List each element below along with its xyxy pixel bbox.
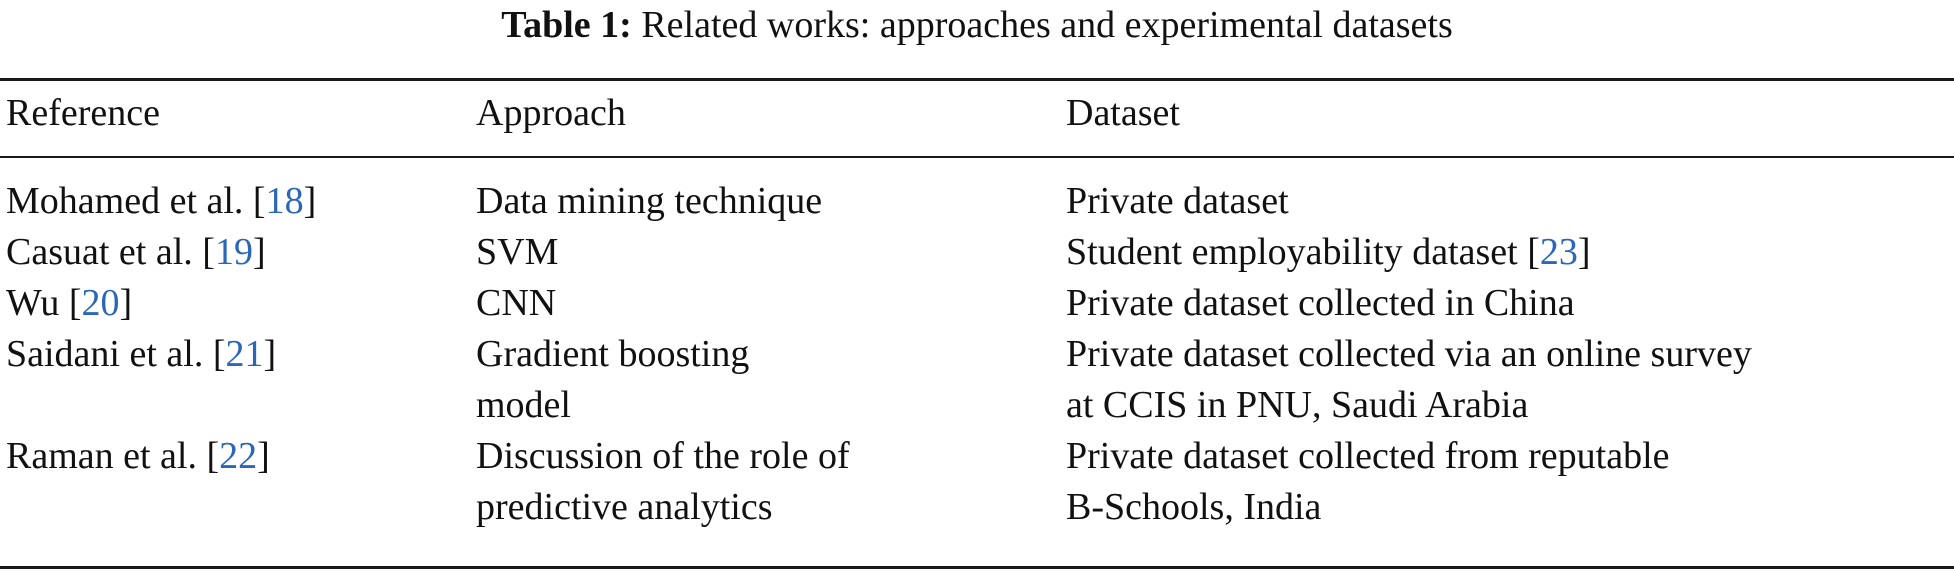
- reference-bracket: ]: [257, 435, 270, 477]
- dataset-bracket: ]: [1577, 231, 1591, 273]
- reference-cell: [6, 178, 316, 224]
- approach-cell: SVM: [476, 231, 559, 273]
- reference-author: Wu [: [6, 282, 82, 324]
- bottom-rule: [0, 566, 1954, 569]
- header-dataset: Dataset: [1066, 92, 1180, 134]
- caption-text: Related works: approaches and experimental datasets: [641, 4, 1453, 46]
- dataset-cell-line2: at CCIS in PNU, Saudi Arabia: [1066, 384, 1529, 426]
- dataset-cell: Private dataset: [1066, 180, 1289, 222]
- citation-link[interactable]: 18: [265, 180, 304, 222]
- citation-link[interactable]: 21: [225, 333, 264, 375]
- reference-author: Casuat et al. [: [6, 231, 215, 273]
- approach-cell-line2: model: [476, 384, 571, 426]
- approach-cell: Discussion of the role of: [476, 435, 850, 477]
- citation-link[interactable]: 22: [219, 435, 258, 477]
- reference-bracket: ]: [119, 282, 133, 324]
- caption-label: Table 1:: [501, 4, 632, 46]
- approach-cell-line2: predictive analytics: [476, 486, 773, 528]
- citation-link[interactable]: 19: [214, 231, 253, 273]
- citation-link[interactable]: 20: [81, 282, 120, 324]
- header-approach: Approach: [476, 92, 626, 134]
- dataset-cell: Private dataset collected via an online survey: [1066, 333, 1752, 375]
- reference-bracket: ]: [263, 333, 277, 375]
- top-rule: [0, 78, 1954, 81]
- citation-link[interactable]: 23: [1539, 231, 1578, 273]
- reference-cell: [6, 229, 266, 275]
- approach-cell: CNN: [476, 282, 557, 324]
- approach-cell: Gradient boosting: [476, 333, 750, 375]
- dataset-cell-line2: B-Schools, India: [1066, 486, 1322, 528]
- dataset-cell: Private dataset collected in China: [1066, 282, 1575, 324]
- reference-cell: [6, 331, 276, 377]
- reference-bracket: ]: [303, 180, 317, 222]
- reference-cell: [6, 433, 270, 479]
- header-rule: [0, 156, 1954, 158]
- dataset-text: Student employability dataset [: [1066, 231, 1540, 273]
- reference-author: Mohamed et al. [: [6, 180, 266, 222]
- dataset-cell: [1066, 229, 1591, 275]
- reference-cell: [6, 280, 132, 326]
- table-caption: [0, 0, 1954, 56]
- approach-cell: Data mining technique: [476, 180, 823, 222]
- reference-author: Saidani et al. [: [6, 333, 226, 375]
- reference-bracket: ]: [252, 231, 266, 273]
- header-reference: Reference: [6, 92, 160, 134]
- dataset-cell: Private dataset collected from reputable: [1066, 435, 1670, 477]
- reference-author: Raman et al. [: [6, 435, 220, 477]
